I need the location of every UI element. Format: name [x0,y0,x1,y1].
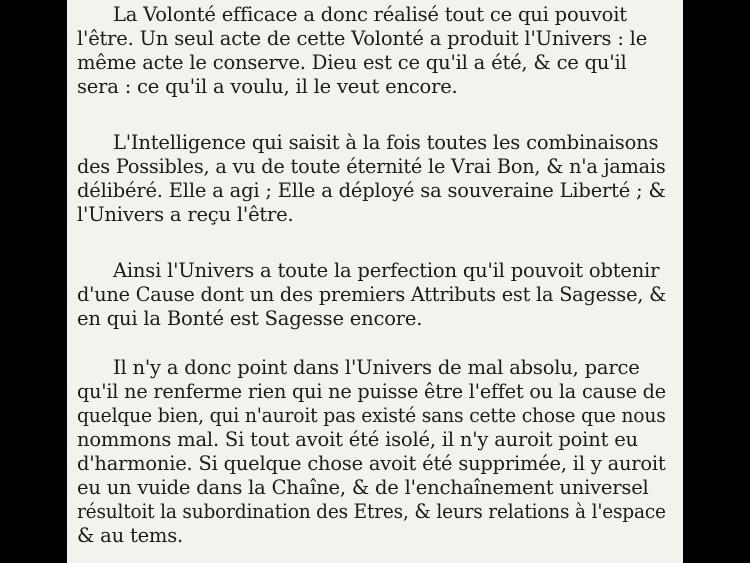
text-line: des Possibles, a vu de toute éternité le Vrai Bon, & n'a jamais [77,155,666,178]
text-line: résultoit la subordination des Etres, & leurs relations à l'espace [77,500,666,523]
book-page [67,0,683,563]
text-line: Il n'y a donc point dans l'Univers de mal absolu, parce [113,356,640,379]
text-line: d'harmonie. Si quelque chose avoit été supprimée, il y auroit [77,452,666,475]
text-line: La Volonté efficace a donc réalisé tout ce qui pouvoit [113,3,627,26]
text-line: L'Intelligence qui saisit à la fois toutes les combinaisons [113,131,659,154]
text-line: en qui la Bonté est Sagesse encore. [77,307,423,330]
text-line: Ainsi l'Univers a toute la perfection qu'il pouvoit obtenir [113,259,660,282]
text-line: qu'il ne renferme rien qui ne puisse être l'effet ou la cause de [77,380,666,403]
text-line: eu un vuide dans la Chaîne, & de l'enchaînement universel [77,476,649,499]
text-line: même acte le conserve. Dieu est ce qu'il a été, & ce qu'il [77,51,627,74]
text-line: quelque bien, qui n'auroit pas existé sans cette chose que nous [77,404,666,427]
text-line: nommons mal. Si tout avoit été isolé, il n'y auroit point eu [77,428,638,451]
paragraph-2 [77,131,667,227]
text-line: d'une Cause dont un des premiers Attributs est la Sagesse, & [77,283,667,306]
text-line: & au tems. [77,524,184,547]
paragraph-4 [77,356,667,548]
text-line: délibéré. Elle a agi ; Elle a déployé sa souveraine Liberté ; & [77,179,666,202]
text-line: sera : ce qu'il a voulu, il le veut encore. [77,75,458,98]
text-line: l'être. Un seul acte de cette Volonté a produit l'Univers : le [77,27,648,50]
text-line: l'Univers a reçu l'être. [77,203,294,226]
paragraph-1 [77,3,667,99]
paragraph-3 [77,259,667,331]
